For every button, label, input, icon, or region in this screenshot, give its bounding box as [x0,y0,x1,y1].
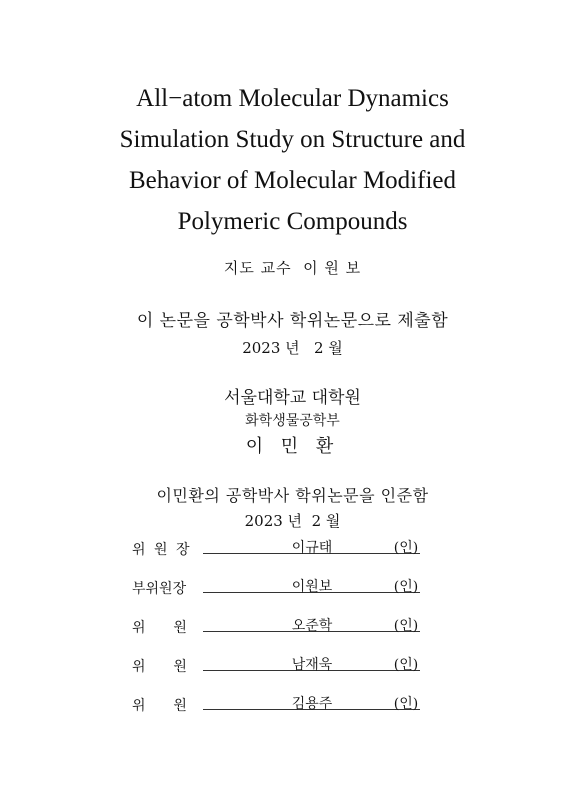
approval-statement: 이민환의 공학박사 학위논문을 인준함 [156,486,429,505]
committee-name: 이원보 [291,579,333,595]
author-name: 이 민 환 [245,436,340,457]
committee-row-member-2 [0,652,585,678]
committee-name: 남재욱 [291,657,333,673]
advisor: 지도 교수 이 원 보 [223,259,362,277]
title-line-4: Polymeric Compounds [177,208,408,235]
university: 서울대학교 대학원 [224,388,361,408]
title-line-3: Behavior of Molecular Modified [129,167,456,194]
committee-role: 위 원 [132,620,189,636]
committee-row-member-1 [0,613,585,639]
committee-role: 위 원 장 [132,542,192,558]
committee-name: 이규태 [291,540,333,556]
committee-row-vice-chair [0,574,585,600]
title-line-1: All−atom Molecular Dynamics [136,85,449,112]
seal-mark: (인) [393,696,419,712]
seal-mark: (인) [393,579,419,595]
committee-row-chair [0,535,585,561]
seal-mark: (인) [393,618,419,634]
committee-role: 위 원 [132,698,189,714]
committee-role: 위 원 [132,659,189,675]
seal-mark: (인) [393,540,419,556]
seal-mark: (인) [393,657,419,673]
department: 화학생물공학부 [245,413,340,429]
committee-name: 오준학 [291,618,333,634]
title-line-2: Simulation Study on Structure and [119,126,466,153]
submission-date: 2023 년 2 월 [242,339,343,357]
committee-row-member-3 [0,691,585,717]
thesis-title [0,78,585,242]
committee-role: 부위원장 [132,581,187,597]
submission-statement: 이 논문을 공학박사 학위논문으로 제출함 [136,311,449,331]
committee-name: 김용주 [291,696,333,712]
approval-date: 2023 년 2 월 [244,512,341,530]
